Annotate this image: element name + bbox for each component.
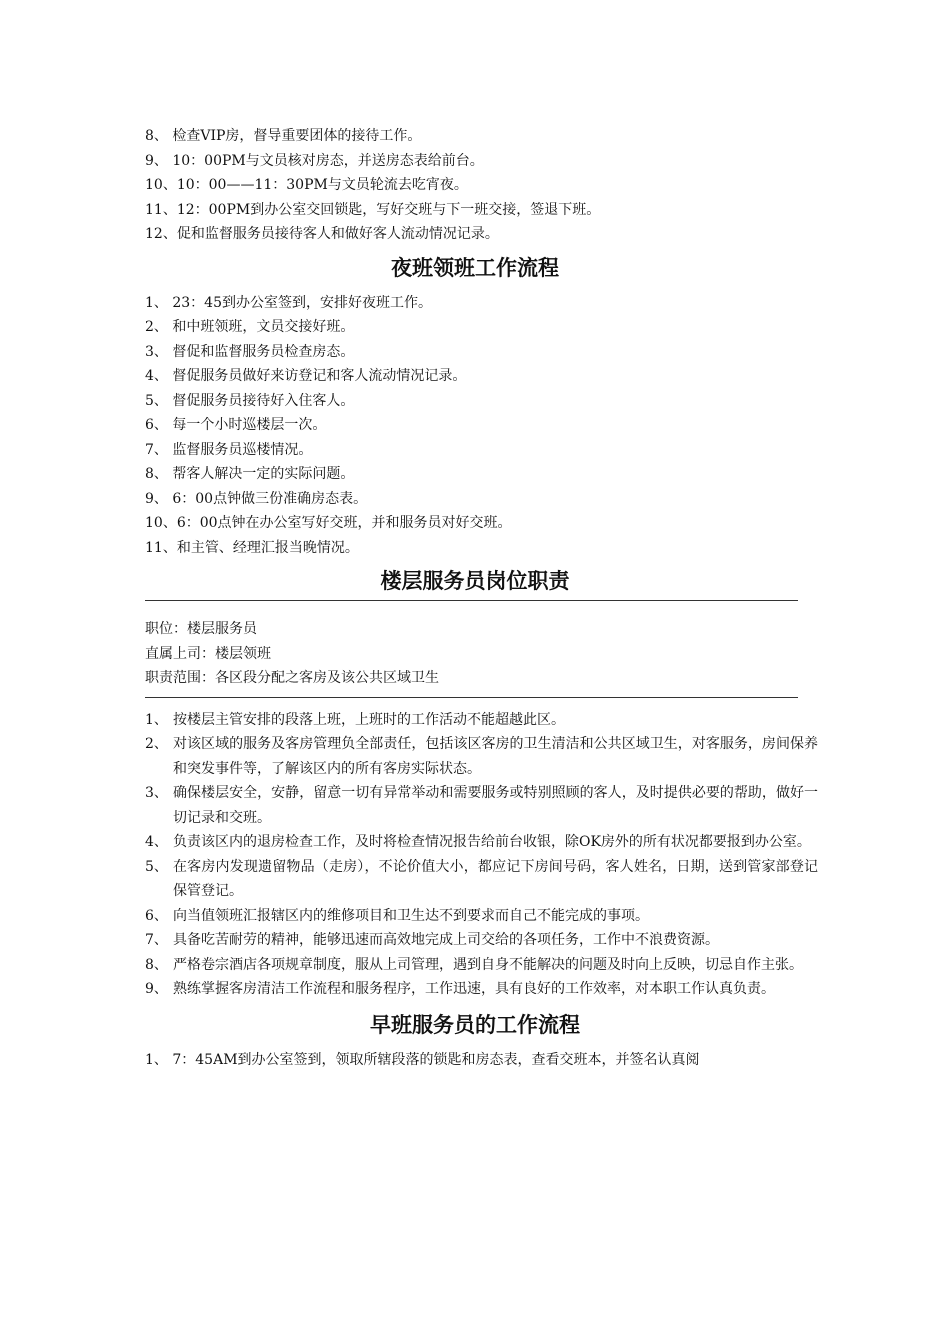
duty-number: 5、 <box>145 858 168 875</box>
duty-number: 9、 <box>145 981 168 997</box>
duty-text: 熟练掌握客房清洁工作流程和服务程序，工作迅速，具有良好的工作效率，对本职工作认真负责。 <box>173 981 775 997</box>
list-item: 3、 督促和监督服务员检查房态。 <box>145 343 355 360</box>
list-item: 2、 和中班领班，文员交接好班。 <box>145 319 355 335</box>
evening-shift-list <box>145 124 825 247</box>
duty-text: 具备吃苦耐劳的精神，能够迅速而高效地完成上司交给的各项任务，工作中不浪费资源。 <box>173 932 719 948</box>
night-supervisor-heading: 夜班领班工作流程 <box>391 255 559 280</box>
morning-shift-heading: 早班服务员的工作流程 <box>370 1012 580 1037</box>
position-line: 职位：楼层服务员 <box>145 621 257 637</box>
duty-number: 2、 <box>145 736 168 752</box>
duty-item <box>145 732 825 781</box>
list-item: 5、 督促服务员接待好入住客人。 <box>145 392 355 409</box>
floor-attendant-duties-heading: 楼层服务员岗位职责 <box>380 569 570 593</box>
duty-item <box>145 830 825 855</box>
duty-number: 7、 <box>145 932 168 948</box>
duty-number: 6、 <box>145 907 168 924</box>
duty-item <box>145 904 825 929</box>
list-item: 6、 每一个小时巡楼层一次。 <box>145 417 327 433</box>
list-item: 11、12：00PM到办公室交回锁匙，写好交班与下一班交接，签退下班。 <box>145 201 601 218</box>
duty-text: 按楼层主管安排的段落上班，上班时的工作活动不能超越此区。 <box>173 711 565 728</box>
list-item: 11、和主管、经理汇报当晚情况。 <box>145 539 359 556</box>
duty-number: 1、 <box>145 711 168 728</box>
duty-text: 向当值领班汇报辖区内的维修项目和卫生达不到要求而自己不能完成的事项。 <box>173 907 649 924</box>
list-item: 7、 监督服务员巡楼情况。 <box>145 441 313 458</box>
duty-number: 8、 <box>145 956 168 973</box>
list-item: 1、 7：45AM到办公室签到，领取所辖段落的锁匙和房态表，查看交班本，并签名认真阅 <box>145 1051 700 1068</box>
duty-number: 4、 <box>145 834 168 850</box>
duty-item <box>145 928 825 953</box>
night-supervisor-list <box>145 291 825 561</box>
list-item: 8、 帮客人解决一定的实际问题。 <box>145 466 355 482</box>
list-item: 1、 23：45到办公室签到，安排好夜班工作。 <box>145 294 432 311</box>
list-item: 4、 督促服务员做好来访登记和客人流动情况记录。 <box>145 368 467 384</box>
duty-item <box>145 855 825 904</box>
list-item: 12、促和监督服务员接待客人和做好客人流动情况记录。 <box>145 226 499 242</box>
duty-text: 确保楼层安全，安静，留意一切有异常举动和需要服务或特别照顾的客人，及时提供必要的帮助，做好一切记录和交班。 <box>173 785 818 826</box>
morning-shift-list <box>145 1048 825 1073</box>
list-item: 10、10：00——11：30PM与文员轮流去吃宵夜。 <box>145 177 468 193</box>
supervisor-line: 直属上司：楼层领班 <box>145 645 271 662</box>
duty-item <box>145 977 825 1002</box>
duty-text: 负责该区内的退房检查工作，及时将检查情况报告给前台收银，除OK房外的所有状况都要报到办公室。 <box>173 834 811 850</box>
duty-item <box>145 781 825 830</box>
duty-item <box>145 708 825 733</box>
duty-item <box>145 953 825 978</box>
list-item: 10、6：00点钟在办公室写好交班，并和服务员对好交班。 <box>145 515 512 531</box>
duty-list <box>145 708 825 1002</box>
duty-text: 在客房内发现遗留物品（走房），不论价值大小，都应记下房间号码，客人姓名，日期，送到管家部登记保管登记。 <box>173 858 818 899</box>
divider-line <box>145 600 798 601</box>
list-item: 9、 10：00PM与文员核对房态，并送房态表给前台。 <box>145 152 484 169</box>
duty-number: 3、 <box>145 785 168 801</box>
duty-text: 对该区域的服务及客房管理负全部责任，包括该区客房的卫生清洁和公共区域卫生，对客服务，房间保养和突发事件等，了解该区内的所有客房实际状态。 <box>173 736 818 777</box>
list-item: 9、 6：00点钟做三份准确房态表。 <box>145 490 368 507</box>
divider-line <box>145 697 798 698</box>
scope-line: 职责范围：各区段分配之客房及该公共区域卫生 <box>145 670 439 686</box>
list-item: 8、 检查VIP房，督导重要团体的接待工作。 <box>145 128 422 144</box>
document-body <box>145 124 825 1072</box>
duty-text: 严格卷宗酒店各项规章制度，服从上司管理，遇到自身不能解决的问题及时向上反映，切忌自作主张。 <box>173 956 803 973</box>
